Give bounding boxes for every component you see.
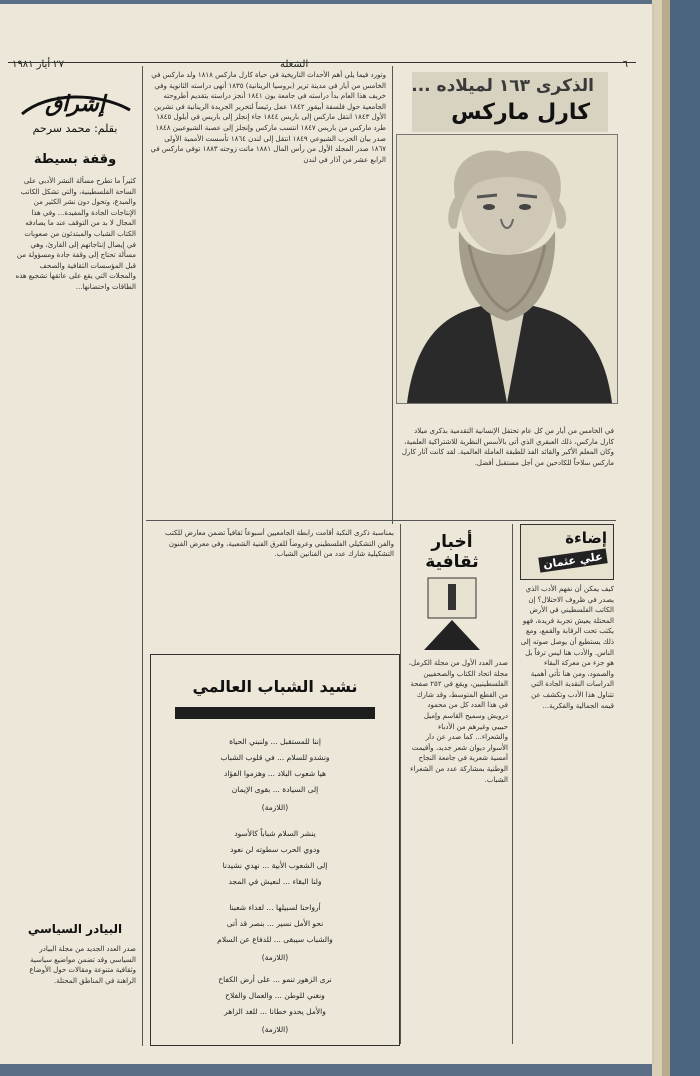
marx-headline-name: كارل ماركس [451, 100, 590, 125]
anthem-verse-line: ينشر السلام شباباً كالأسود [234, 829, 316, 838]
cultural-news-logo [424, 574, 480, 652]
section-divider [146, 520, 616, 521]
newspaper-page [0, 4, 652, 1064]
page-stack-edge [652, 0, 662, 1076]
bayader-section-body: صدر العدد الجديد من مجلة البيادر السياسي وقد تضمن مواضيع سياسية وثقافية متنوعة ومقالات حول الأوضاع الراهنة في المناطق المحتلة. [29, 945, 136, 985]
marx-chronology: وتورد فيما يلي أهم الأحداث التاريخية في حياة كارل ماركس ١٨١٨ ولد ماركس في الخامس من أيار في مدينة ترير (بروسيا الرينانية) ١٨٣٥ أنهى دراسته الثانوية وفي خريف هذا العام بدأ دراسته في جامعة بون ١٨٤١ أنجز دراسته بتقديم أطروحته الجامعية حول فلسفة أبيقور ١٨٤٢ عمل رئيساً لتحرير الجريدة الرينانية في تشرين الأول ١٨٤٣ انتقل ماركس إلى باريس ١٨٤٤ جاء إنجلز إلى باريس في أيلول ١٨٤٥ طرد ماركس من باريس ١٨٤٧ انتسب ماركس وإنجلز إلى عصبة الشيوعيين ١٨٤٨ صدر بيان الحزب الشيوعي ١٨٤٩ انتقل إلى لندن ١٨٦٤ تأسست الأممية الأولى ١٨٦٧ صدر المجلد الأول من رأس المال ١٨٨١ ماتت زوجته ١٨٨٣ توفي ماركس في الرابع عشر من آذار في لندن [150, 71, 386, 164]
binder-background [670, 0, 700, 1076]
youth-anthem-title: نشيد الشباب العالمي [192, 677, 358, 696]
marx-headline-box [412, 72, 608, 132]
anthem-verse-line: نرى الزهور تنمو ... على أرض الكفاح [218, 975, 332, 984]
anthem-verse-line: أرواحنا لسبيلها ... لفداء شعبنا [229, 903, 321, 912]
anthem-verse-line: نحو الأمل نسير ... بنصر قد أتى [226, 919, 324, 928]
ishraq-byline: بقلم: محمد سرحم [32, 122, 118, 135]
marx-lead-paragraph: في الخامس من أيار من كل عام تحتفل الإنسانية التقدمية بذكرى ميلاد كارل ماركس، ذلك العبقري الذي أتى بالأسس النظرية للاشتراكية العلمية، وكان المعلم الأكبر والقائد الفذ للطبقة العاملة العالمية. لقد كانت آثار كارل ماركس سلاحاً للكادحين من أجل مستقبل أفضل. [401, 427, 614, 467]
cultural-news-body: صدر العدد الأول من مجلة الكرمل، مجلة اتحاد الكتاب والصحفيين الفلسطينيين، ويقع في ٢٥٢ صفحة من القطع المتوسط، وقد شارك في هذا العدد كل من محمود درويش وسميح القاسم وإميل حبيبي وغيرهم من الأدباء والشعراء... كما صدر عن دار الأسوار ديوان شعر جديد، وأقيمت أمسية شعرية في جامعة النجاح الوطنية بمشاركة عدد من الشعراء الشباب. [408, 659, 508, 784]
anthem-refrain-label: (اللازمة) [261, 1025, 289, 1034]
ishraq-title: إشراق [45, 92, 105, 117]
culture-lower-article: بمناسبة ذكرى النكبة أقامت رابطة الجامعيين أسبوعاً ثقافياً تضمن معارض للكتب والفن التشكيلي الفلسطيني وعروضاً للفرق الفنية الشعبية، وفي معرض الفنون التشكيلية شارك عدد من الفنانين الشباب. [164, 529, 394, 559]
anthem-verse-line: هيا شعوب البلاد ... وهزموا الفؤاد [223, 769, 326, 778]
cultural-news-header: أخبار ثقافية [425, 532, 479, 572]
column-divider [512, 524, 513, 1044]
marx-headline-top: الذكرى ١٦٣ لميلاده ... [411, 76, 594, 96]
anthem-refrain-label: (اللازمة) [261, 803, 289, 812]
anthem-verse-line: ونغني للوطن ... والعمال والفلاح [225, 991, 325, 1000]
anthem-refrain-label: (اللازمة) [261, 953, 289, 962]
column-divider [142, 66, 143, 1046]
page-number: ٦ [622, 59, 628, 70]
idaa-header-box [520, 524, 614, 580]
anthem-verse-line: إلى السيادة ... بقوى الإيمان [231, 785, 319, 794]
anthem-verse-line: ولنا البقاء ... لنعيش في المجد [228, 877, 322, 886]
page-stack-edge-dark [662, 0, 670, 1076]
ishraq-subtitle: وقفة بسيطة [33, 152, 117, 167]
bayader-section-title: البيادر السياسي [27, 922, 123, 936]
youth-anthem-box [150, 654, 400, 1046]
idaa-byline: علي عثمان [538, 548, 607, 572]
marx-portrait-photo [396, 134, 618, 404]
anthem-verse-line: ودوي الحرب سطوته لن نعود [230, 845, 320, 854]
column-divider [400, 524, 401, 1044]
newspaper-name: الشعلة [280, 59, 309, 70]
anthem-verse-line: إننا للمستقبل ... ولنبني الحياة [229, 737, 321, 746]
idaa-article-body: كيف يمكن أن نفهم الأدب الذي يصدر في ظروف الاحتلال؟ إن الكاتب الفلسطيني في الأرض المحتلة يعيش تجربة فريدة، فهو يكتب تحت الرقابة والقمع، ومع ذلك يستطيع أن يوصل صوته إلى الناس. والأدب هنا ليس ترفاً بل هو جزء من معركة البقاء والصمود، ومن هنا تأتي أهمية الدراسات النقدية الجادة التي تتناول هذا الأدب وتكشف عن قيمه الجمالية والفكرية... [520, 585, 614, 710]
anthem-verse-line: والأمل يحدو خطانا ... للغد الزاهر [224, 1007, 326, 1016]
column-divider [392, 66, 393, 524]
header-rule [8, 62, 636, 63]
issue-date: ٢٧ أيار ١٩٨١ [12, 59, 65, 70]
anthem-verse-line: إلى الشعوب الأبية ... نهدي نشيدنا [222, 861, 328, 870]
youth-anthem-title-bar [175, 707, 375, 719]
ishraq-article-body: كثيراً ما تطرح مسألة النشر الأدبي على الساحة الفلسطينية، والتي تشكل الكاتب والمبدع، وتحول دون نشر الكثير من الإنتاجات الجادة والمفيدة... وفي هذا المجال لا بد من التوقف عند ما يصادفه الكتاب الشباب والمبتدئون من صعوبات في إيصال إنتاجاتهم إلى القارئ، وهي مسألة تحتاج إلى وقفة جادة ومسؤولة من قبل المؤسسات الثقافية والصحف والمجلات التي يقع على عاتقها تشجيع هذه الطاقات واحتضانها... [15, 177, 136, 291]
idaa-title: إضاءة [565, 529, 607, 547]
anthem-verse-line: والشباب سيبقى ... للدفاع عن السلام [217, 935, 333, 944]
anthem-verse-line: ونشدو للسلام ... في قلوب الشباب [220, 753, 330, 762]
